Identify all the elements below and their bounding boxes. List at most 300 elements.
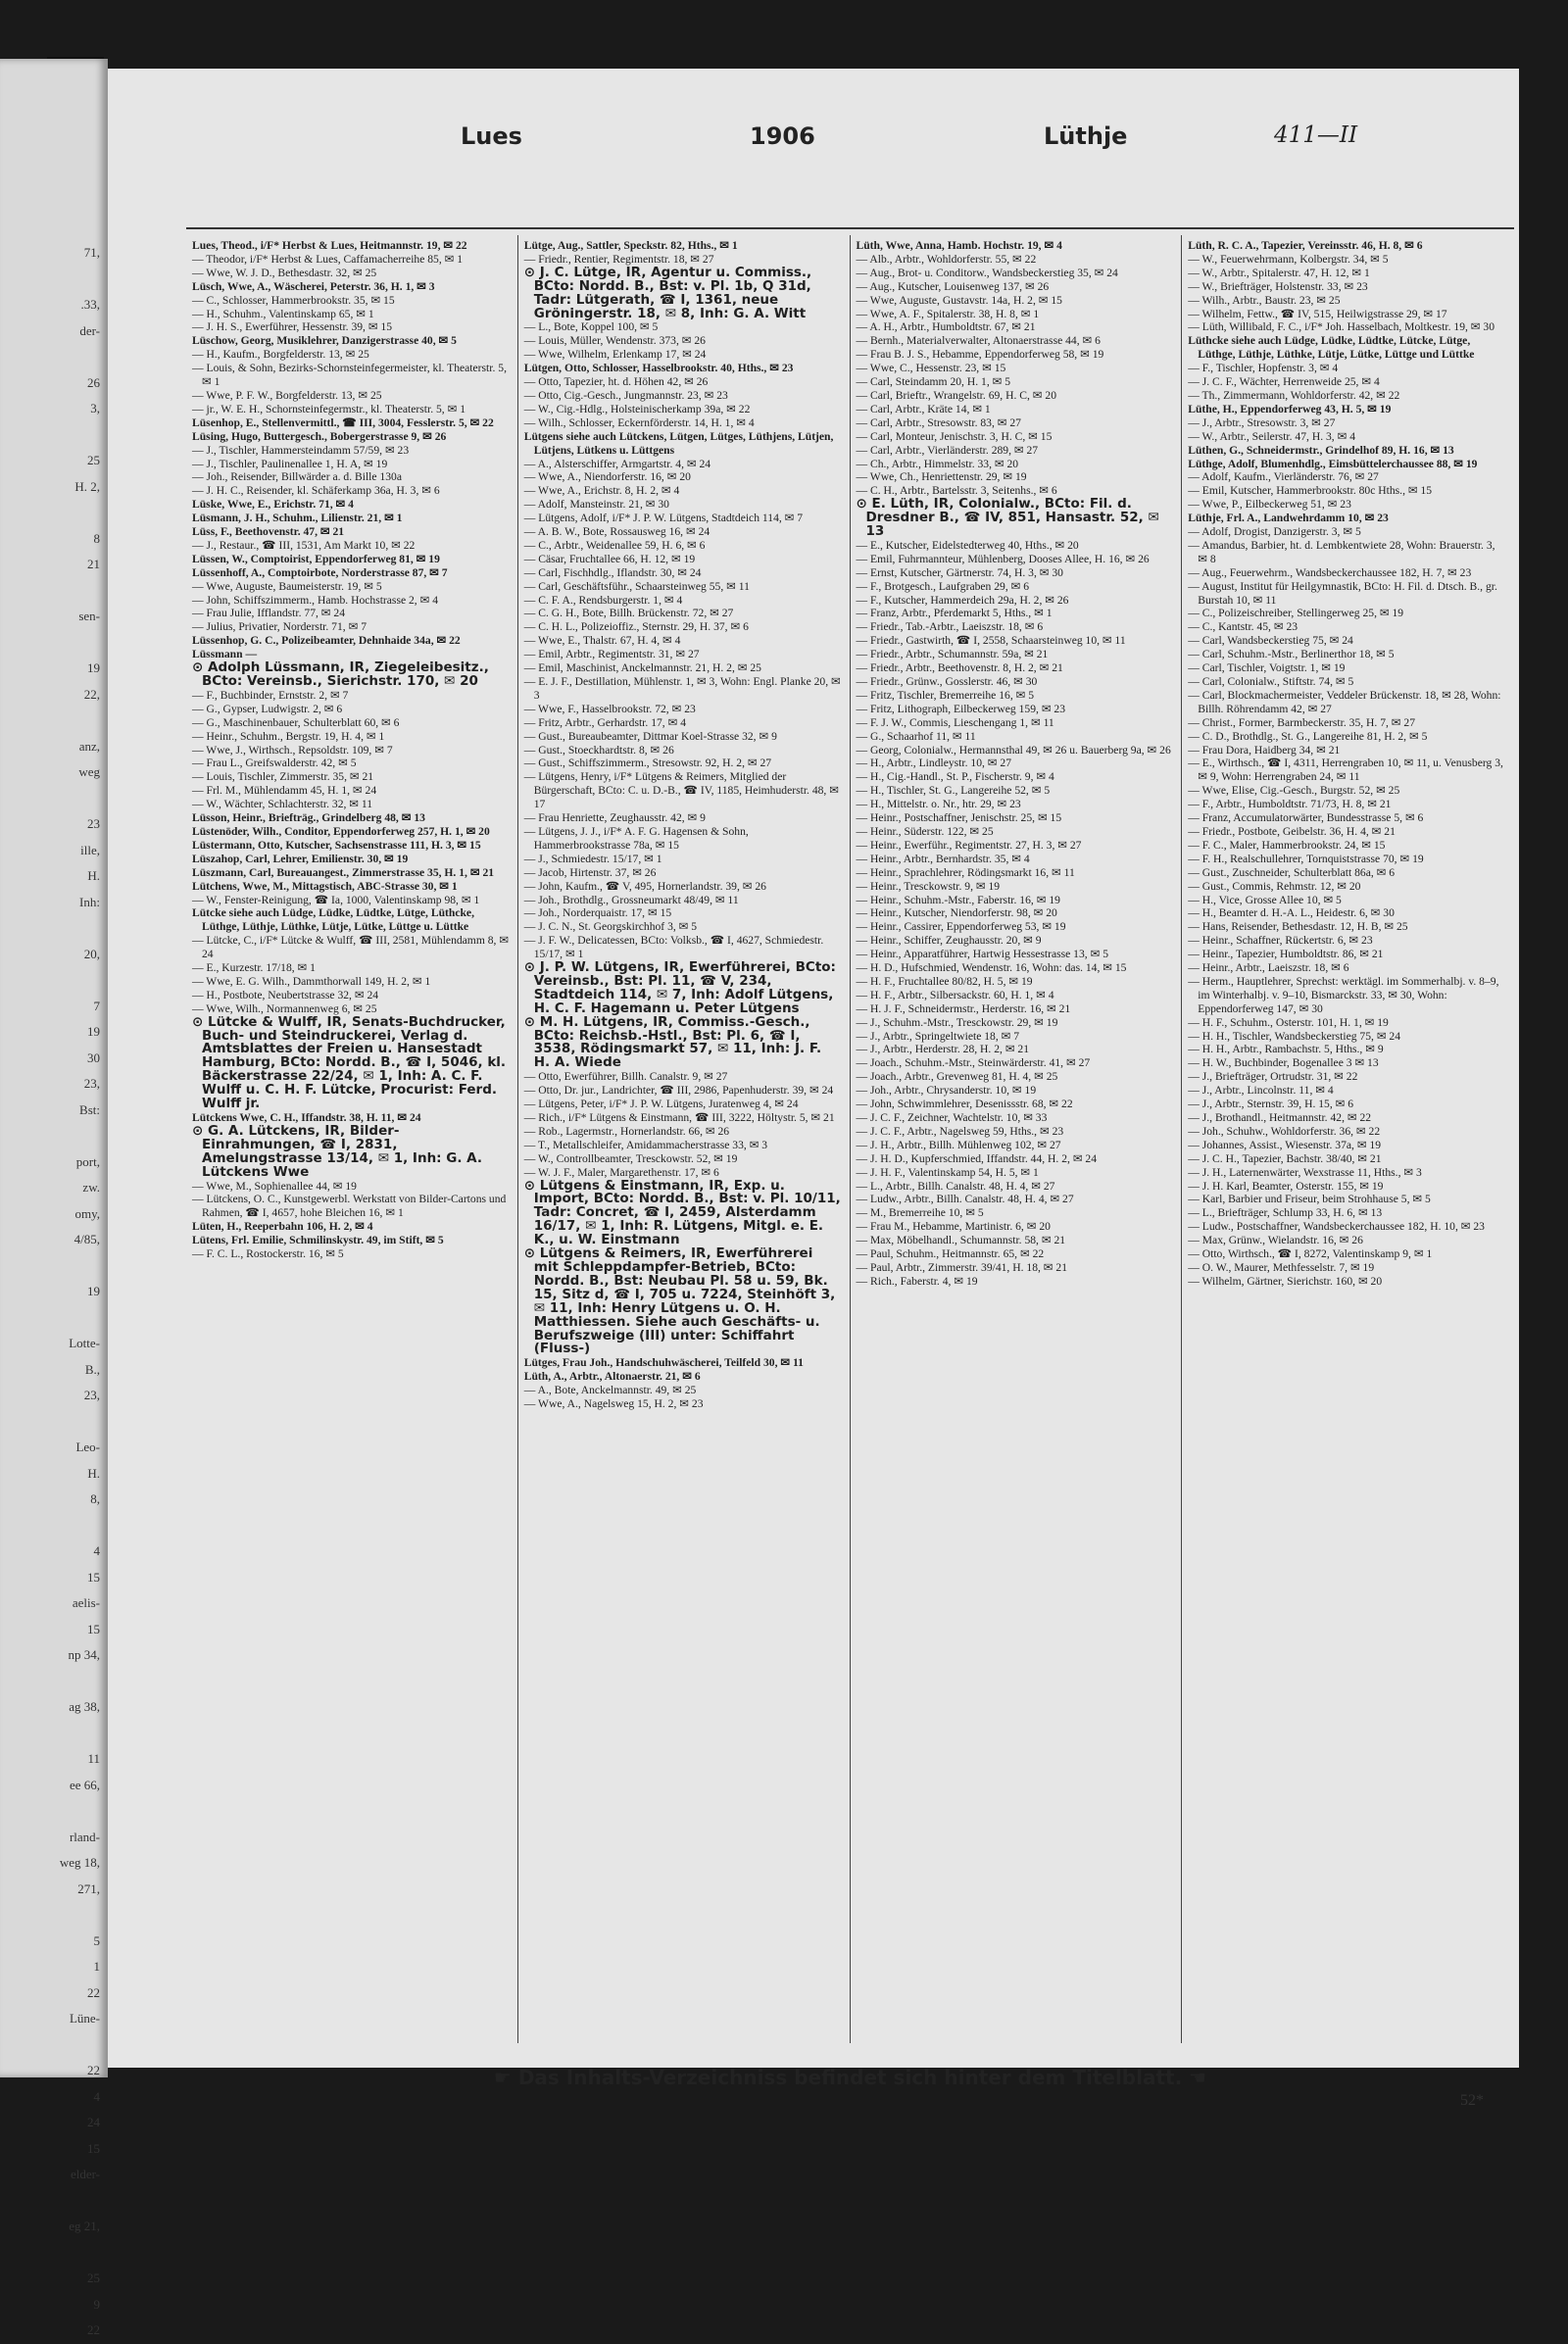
fragment-line: [0, 1409, 100, 1436]
fragment-line: omy,: [74, 1205, 100, 1221]
directory-entry: Lüske, Wwe, E., Erichstr. 71, ✉ 4: [192, 498, 354, 512]
fragment-line: ag 38,: [69, 1699, 100, 1714]
directory-entry: Lütens, Frl. Emilie, Schmilinskystr. 49, im Stift, ✉ 5: [192, 1234, 444, 1247]
directory-entry: — Wwe, E., Thalstr. 67, H. 4, ✉ 4: [523, 634, 681, 648]
directory-entry: — J., Schuhm.-Mstr., Tresckowstr. 29, ✉ 19: [856, 1015, 1058, 1029]
header-rule: [186, 227, 1514, 229]
fragment-line: 4: [93, 1543, 100, 1558]
directory-entry: — Heinr., Ewerführ., Regimentstr. 27, H. 3, ✉ 27: [856, 838, 1082, 852]
fragment-line: [0, 500, 100, 526]
directory-entry: — Friedr., Tab.-Arbtr., Laeiszstr. 18, ✉ 6: [856, 620, 1044, 634]
directory-entry: — Otto, Cig.-Gesch., Jungmannstr. 23, ✉ 23: [523, 388, 728, 402]
directory-entry: — E., Kutscher, Eidelstedterweg 40, Hths., ✉ 20: [856, 538, 1079, 552]
fragment-line: [0, 1123, 100, 1149]
directory-entry: — H., Mittelstr. o. Nr., htr. 29, ✉ 23: [856, 798, 1021, 811]
directory-entry: — H. F., Arbtr., Silbersackstr. 60, H. 1, ✉ 4: [856, 988, 1054, 1001]
directory-entry: — Friedr., Arbtr., Schumannstr. 59a, ✉ 21: [856, 648, 1049, 661]
directory-entry: — Frau B. J. S., Hebamme, Eppendorferweg 58, ✉ 19: [856, 348, 1104, 362]
directory-entry: — J., Tischler, Paulinenallee 1, H. A, ✉ 19: [192, 457, 388, 470]
page-header: [83, 122, 1406, 162]
directory-entry: — A. H., Arbtr., Humboldtstr. 67, ✉ 21: [856, 320, 1036, 334]
fragment-line: [0, 344, 100, 370]
directory-entry: — G., Schaarhof 11, ✉ 11: [856, 729, 976, 743]
fragment-line: [0, 1253, 100, 1280]
directory-entry: — Louis, Müller, Wendenstr. 373, ✉ 26: [523, 334, 706, 348]
directory-entry: — Carl, Arbtr., Vierländerstr. 289, ✉ 27: [856, 443, 1039, 457]
fragment-line: rland-: [69, 1829, 100, 1844]
directory-entry: — Ernst, Kutscher, Gärtnerstr. 74, H. 3, ✉ 30: [856, 565, 1063, 579]
directory-entry: Lütchens, Wwe, M., Mittagstisch, ABC-Strasse 30, ✉ 1: [192, 879, 458, 893]
directory-entry: — John, Kaufm., ☎ V, 495, Hornerlandstr. 39, ✉ 26: [523, 879, 766, 893]
directory-entry: — Lütgens, Henry, i/F* Lütgens & Reimers, Mitglied der Bürgerschaft, BCto: C. u. D.-B., ☎ IV, 1185, Heimhuderstr. 48, ✉ 17: [523, 770, 839, 811]
directory-entry: Lütckens Wwe, C. H., Iffandstr. 38, H. 11, ✉ 24: [192, 1111, 421, 1124]
directory-entry: — Wilhelm, Fettw., ☎ IV, 515, Heilwigstrasse 29, ✉ 17: [1188, 307, 1447, 320]
directory-entry: — Gust., Schiffszimmerm., Stresowstr. 92, H. 2, ✉ 27: [523, 757, 772, 770]
directory-entry: Lüsenhop, E., Stellenvermittl., ☎ III, 3004, Fesslerstr. 5, ✉ 22: [192, 415, 494, 429]
directory-entry: — W., Arbtr., Seilerstr. 47, H. 3, ✉ 4: [1188, 429, 1355, 443]
directory-entry: — H., Beamter d. H.-A. L., Heidestr. 6, ✉ 30: [1188, 906, 1395, 920]
directory-entry: — A. B. W., Bote, Rossausweg 16, ✉ 24: [523, 525, 710, 539]
directory-entry: — Wwe, Wilhelm, Erlenkamp 17, ✉ 24: [523, 348, 707, 362]
directory-entry: — Heinr., Schuhm.-Mstr., Faberstr. 16, ✉ 19: [856, 893, 1060, 906]
directory-entry: — Paul, Schuhm., Heitmannstr. 65, ✉ 22: [856, 1247, 1045, 1261]
directory-entry: Lüschow, Georg, Musiklehrer, Danzigerstrasse 40, ✉ 5: [192, 334, 457, 348]
directory-entry: Lüthje, Frl. A., Landwehrdamm 10, ✉ 23: [1188, 512, 1389, 525]
directory-entry: — Lütcke, C., i/F* Lütcke & Wulff, ☎ III, 2581, Mühlendamm 8, ✉ 24: [192, 934, 510, 961]
directory-entry: — J. H. S., Ewerführer, Hessenstr. 39, ✉ 15: [192, 320, 393, 334]
fragment-line: [0, 2032, 100, 2059]
fragment-line: ille,: [80, 842, 100, 857]
directory-entry: — J. H., Laternenwärter, Wexstrasse 11, Hths., ✉ 3: [1188, 1165, 1422, 1179]
directory-entry: — Adolf, Kaufm., Vierländerstr. 76, ✉ 27: [1188, 470, 1379, 484]
fragment-line: 3,: [90, 401, 100, 415]
fragment-line: aelis-: [72, 1595, 100, 1610]
fragment-line: np 34,: [68, 1647, 100, 1662]
fragment-line: 23: [87, 816, 100, 831]
fragment-line: Inh:: [79, 894, 100, 909]
directory-entry: — H. W., Buchbinder, Bogenallee 3 ✉ 13: [1188, 1056, 1379, 1070]
directory-entry: — C. G. H., Bote, Billh. Brückenstr. 72, ✉ 27: [523, 607, 734, 620]
directory-entry: — F. C., Maler, Hammerbrookstr. 24, ✉ 15: [1188, 838, 1386, 852]
fragment-line: 26: [87, 374, 100, 390]
directory-entry: — Lüth, Willibald, F. C., i/F* Joh. Hasselbach, Moltkestr. 19, ✉ 30: [1188, 320, 1495, 334]
header-last-name: Lüthje: [1044, 122, 1128, 150]
directory-entry: — Lütckens, O. C., Kunstgewerbl. Werkstatt von Bilder-Cartons und Rahmen, ☎ I, 4657, hohe Bleichen 16, ✉ 1: [192, 1193, 507, 1220]
directory-entry: — Friedr., Arbtr., Beethovenstr. 8, H. 2, ✉ 21: [856, 661, 1063, 675]
directory-entry: Lütgens siehe auch Lütckens, Lütgen, Lütges, Lüthjens, Lütjen, Lütjens, Lütkens u. Lüttgens: [523, 429, 834, 457]
directory-entry: — L., Arbtr., Billh. Canalstr. 48, H. 4, ✉ 27: [856, 1179, 1055, 1193]
directory-entry: ⊙ Adolph Lüssmann, IR, Ziegeleibesitz., BCto: Vereinsb., Sierichstr. 170, ✉ 20: [192, 659, 489, 689]
fragment-line: 15: [87, 1621, 100, 1636]
header-year: 1906: [750, 122, 815, 150]
directory-entry: — Gust., Zuschneider, Schulterblatt 86a, ✉ 6: [1188, 865, 1396, 879]
fragment-line: 15: [87, 1569, 100, 1585]
fragment-line: sen-: [78, 609, 100, 623]
fragment-line: 71,: [83, 245, 100, 260]
column-3: [851, 235, 1183, 2043]
fragment-line: [0, 1305, 100, 1332]
column-1: [186, 235, 518, 2043]
directory-entry: — W., Feuerwehrmann, Kolbergstr. 34, ✉ 5: [1188, 252, 1389, 266]
directory-entry: — Joach., Arbtr., Grevenweg 81, H. 4, ✉ 25: [856, 1070, 1058, 1084]
directory-entry: — August, Institut für Heilgymnastik, BCto: H. Fil. d. Dtsch. B., gr. Burstah 10, ✉ 11: [1188, 579, 1497, 607]
directory-entry: — Frau Henriette, Zeughausstr. 42, ✉ 9: [523, 811, 706, 825]
fragment-line: B.,: [84, 1361, 100, 1377]
directory-entry: — H., Arbtr., Lindleystr. 10, ✉ 27: [856, 757, 1011, 770]
signature-number: 52*: [1460, 2092, 1484, 2109]
directory-entry: — Hans, Reisender, Bethesdastr. 12, H. B, ✉ 25: [1188, 920, 1408, 934]
fragment-line: 7: [93, 998, 100, 1013]
fragment-line: Bst:: [79, 1101, 100, 1117]
fragment-line: 1: [93, 1959, 100, 1974]
directory-entry: — Wwe, Ch., Henriettenstr. 29, ✉ 19: [856, 470, 1027, 484]
directory-entry: — J., Restaur., ☎ III, 1531, Am Markt 10, ✉ 22: [192, 538, 416, 552]
directory-entry: — Wilh., Arbtr., Baustr. 23, ✉ 25: [1188, 293, 1341, 307]
directory-entry: — O. W., Maurer, Methfesselstr. 7, ✉ 19: [1188, 1260, 1375, 1274]
fragment-line: 23,: [83, 1388, 100, 1402]
directory-entry: — H. H., Tischler, Wandsbeckerstieg 75, ✉ 24: [1188, 1029, 1401, 1043]
directory-entry: — F., Tischler, Hopfenstr. 3, ✉ 4: [1188, 362, 1339, 375]
directory-entry: — Frl. M., Mühlendamm 45, H. 1, ✉ 24: [192, 784, 377, 798]
previous-page-fragment: [0, 59, 108, 2337]
directory-entry: — W., Fenster-Reinigung, ☎ Ia, 1000, Valentinskamp 98, ✉ 1: [192, 893, 480, 906]
directory-entry: — jr., W. E. H., Schornsteinfegermstr., kl. Theaterstr. 5, ✉ 1: [192, 402, 466, 415]
directory-entry: — Gust., Bureaubeamter, Dittmar Koel-Strasse 32, ✉ 9: [523, 729, 777, 743]
directory-entry: — Carl, Arbtr., Stresowstr. 83, ✉ 27: [856, 415, 1021, 429]
directory-entry: — Heinr., Schaffner, Rückertstr. 6, ✉ 23: [1188, 934, 1373, 948]
fragment-line: Lüne-: [69, 2011, 100, 2026]
fragment-line: 25: [87, 2271, 100, 2285]
fragment-line: weg: [78, 764, 100, 779]
directory-entry: Lüssmann —: [192, 648, 258, 661]
fragment-line: [0, 630, 100, 657]
directory-entry: — Ch., Arbtr., Himmelstr. 33, ✉ 20: [856, 457, 1019, 470]
directory-entry: — Wwe, C., Hessenstr. 23, ✉ 15: [856, 362, 1006, 375]
directory-entry: — H. D., Hufschmied, Wendenstr. 16, Wohn: das. 14, ✉ 15: [856, 961, 1127, 975]
directory-entry: — W. J. F., Maler, Margarethenstr. 17, ✉ 6: [523, 1165, 719, 1179]
fragment-line: 19: [87, 1024, 100, 1039]
directory-entry: — E., Kurzestr. 17/18, ✉ 1: [192, 961, 316, 975]
previous-page-text: [0, 240, 108, 2344]
directory-entry: — Max, Möbelhandl., Schumannstr. 58, ✉ 21: [856, 1234, 1066, 1247]
directory-entry: — Ludw., Postschaffner, Wandsbeckerchaussee 182, H. 10, ✉ 23: [1188, 1220, 1485, 1234]
directory-entry: — Emil, Kutscher, Hammerbrookstr. 80c Hths., ✉ 15: [1188, 484, 1433, 498]
directory-entry: — Wwe, Auguste, Gustavstr. 14a, H. 2, ✉ 15: [856, 293, 1062, 307]
directory-entry: — Wilhelm, Gärtner, Sierichstr. 160, ✉ 20: [1188, 1274, 1383, 1288]
fragment-line: 5: [93, 1932, 100, 1948]
fragment-line: 30: [87, 1050, 100, 1065]
directory-entry: — Heinr., Arbtr., Bernhardstr. 35, ✉ 4: [856, 852, 1030, 865]
directory-entry: — F., Arbtr., Humboldtstr. 71/73, H. 8, ✉ 21: [1188, 798, 1392, 811]
directory-entry: — Heinr., Cassirer, Eppendorferweg 53, ✉ 19: [856, 920, 1066, 934]
directory-entry: — Wwe, M., Sophienallee 44, ✉ 19: [192, 1179, 357, 1193]
directory-columns: [186, 235, 1514, 2043]
directory-entry: — J. F. W., Delicatessen, BCto: Volksb., ☎ I, 4627, Schmiedestr. 15/17, ✉ 1: [523, 934, 824, 961]
fragment-line: [0, 1902, 100, 1929]
fragment-line: elder-: [70, 2167, 100, 2181]
directory-entry: ⊙ J. P. W. Lütgens, IR, Ewerführerei, BCto: Vereinsb., Bst: Pl. 11, ☎ V, 234, Stadtdeich 114, ✉ 7, Inh: Adolf Lütgens, H. C. F. Hagemann u. Peter Lütgens: [523, 959, 836, 1016]
directory-entry: — A., Alsterschiffer, Armgartstr. 4, ✉ 24: [523, 457, 711, 470]
directory-entry: — Carl, Brieftr., Wrangelstr. 69, H. C, ✉ 20: [856, 388, 1056, 402]
directory-entry: Lues, Theod., i/F* Herbst & Lues, Heitmannstr. 19, ✉ 22: [192, 239, 467, 252]
header-first-name: Lues: [461, 122, 522, 150]
directory-entry: — Jacob, Hirtenstr. 37, ✉ 26: [523, 865, 657, 879]
directory-entry: — H., Cig.-Handl., St. P., Fischerstr. 9, ✉ 4: [856, 770, 1054, 784]
directory-entry: — J., Schmiedestr. 15/17, ✉ 1: [523, 852, 662, 865]
directory-entry: — J. H. C., Reisender, kl. Schäferkamp 36a, H. 3, ✉ 6: [192, 484, 440, 498]
directory-entry: Lüsson, Heinr., Briefträg., Grindelberg 48, ✉ 13: [192, 811, 425, 825]
fragment-line: 15: [87, 2140, 100, 2156]
directory-entry: — J. C. N., St. Georgskirchhof 3, ✉ 5: [523, 920, 698, 934]
directory-entry: ⊙ Lütgens & Reimers, IR, Ewerführerei mit Schleppdampfer-Betrieb, BCto: Nordd. B., Bst: Neubau Pl. 58 u. 59, Bk. 15, Sitz d, ☎ I, 705 u. 7224, Steinhöft 3, ✉ 11, Inh: Henry Lütgens u. O. H. Matthiessen. Siehe auch Geschäfts- u. Berufszweige (III) unter: Schiffahrt (Fluss-): [523, 1245, 836, 1357]
directory-entry: — Max, Grünw., Wielandstr. 16, ✉ 26: [1188, 1234, 1363, 1247]
directory-entry: — H. F., Fruchtallee 80/82, H. 5, ✉ 19: [856, 974, 1033, 988]
directory-entry: — C. H. L., Polizeioffiz., Sternstr. 29, H. 37, ✉ 6: [523, 620, 749, 634]
directory-entry: — Rich., Faberstr. 4, ✉ 19: [856, 1274, 978, 1288]
directory-entry: — C., Arbtr., Weidenallee 59, H. 6, ✉ 6: [523, 538, 706, 552]
directory-entry: — Carl, Colonialw., Stiftstr. 74, ✉ 5: [1188, 675, 1354, 688]
directory-entry: Lütge, Aug., Sattler, Speckstr. 82, Hths., ✉ 1: [523, 239, 738, 252]
directory-entry: — Heinr., Sprachlehrer, Rödingsmarkt 16, ✉ 11: [856, 865, 1075, 879]
directory-entry: — Julius, Privatier, Norderstr. 71, ✉ 7: [192, 620, 367, 634]
directory-entry: Lüsmann, J. H., Schuhm., Lilienstr. 21, ✉ 1: [192, 512, 403, 525]
fragment-line: Leo-: [75, 1440, 100, 1454]
fragment-line: 22: [87, 2063, 100, 2077]
directory-entry: — Louis, & Sohn, Bezirks-Schornsteinfegermeister, kl. Theaterstr. 5, ✉ 1: [192, 362, 507, 389]
fragment-line: 271,: [77, 1880, 100, 1896]
directory-entry: — H. J. F., Schneidermstr., Herderstr. 16, ✉ 21: [856, 1001, 1071, 1015]
directory-entry: — Cäsar, Fruchtallee 66, H. 12, ✉ 19: [523, 552, 696, 565]
directory-entry: — Franz, Arbtr., Pferdemarkt 5, Hths., ✉ 1: [856, 607, 1053, 620]
directory-entry: — Friedr., Postbote, Geibelstr. 36, H. 4, ✉ 21: [1188, 824, 1396, 838]
directory-entry: — L., Bote, Koppel 100, ✉ 5: [523, 320, 659, 334]
directory-entry: — E., Wirthsch., ☎ I, 4311, Herrengraben 10, ✉ 11, u. Venusberg 3, ✉ 9, Wohn: Herrengraben 24, ✉ 11: [1188, 757, 1503, 784]
directory-entry: — Frau L., Greifswalderstr. 42, ✉ 5: [192, 757, 357, 770]
directory-entry: — Fritz, Lithograph, Eilbeckerweg 159, ✉ 23: [856, 702, 1066, 715]
directory-entry: — C. D., Brothdlg., St. G., Langereihe 81, H. 2, ✉ 5: [1188, 729, 1428, 743]
directory-entry: — Wwe, J., Wirthsch., Repsoldstr. 109, ✉ 7: [192, 743, 393, 757]
fragment-line: [0, 2240, 100, 2267]
fragment-line: weg 18,: [59, 1855, 100, 1870]
fragment-line: 9: [93, 2296, 100, 2312]
directory-entry: — Lütgens, Peter, i/F* J. P. W. Lütgens, Juratenweg 4, ✉ 24: [523, 1098, 799, 1111]
directory-entry: — Georg, Colonialw., Hermannsthal 49, ✉ 26 u. Bauerberg 9a, ✉ 26: [856, 743, 1171, 757]
directory-entry: — Otto, Ewerführer, Billh. Canalstr. 9, ✉ 27: [523, 1070, 728, 1084]
directory-entry: — J., Briefträger, Ortrudstr. 31, ✉ 22: [1188, 1070, 1358, 1084]
directory-entry: — G., Gypser, Ludwigstr. 2, ✉ 6: [192, 702, 343, 715]
directory-entry: Lüsing, Hugo, Buttergesch., Bobergerstrasse 9, ✉ 26: [192, 429, 447, 443]
directory-entry: — Heinr., Postschaffner, Jenischstr. 25, ✉ 15: [856, 811, 1062, 825]
pointing-hand-icon: ☛: [493, 2066, 512, 2089]
column-2: [518, 235, 851, 2043]
directory-entry: — Heinr., Süderstr. 122, ✉ 25: [856, 824, 994, 838]
directory-entry: — Carl, Schuhm.-Mstr., Berlinerthor 18, ✉ 5: [1188, 648, 1395, 661]
directory-entry: — Paul, Arbtr., Zimmerstr. 39/41, H. 18, ✉ 21: [856, 1260, 1067, 1274]
directory-entry: — J., Arbtr., Lincolnstr. 11, ✉ 4: [1188, 1084, 1334, 1098]
directory-entry: — Theodor, i/F* Herbst & Lues, Caffamacherreihe 85, ✉ 1: [192, 252, 464, 266]
directory-entry: — W., Arbtr., Spitalerstr. 47, H. 12, ✉ 1: [1188, 266, 1370, 279]
directory-entry: — Joach., Schuhm.-Mstr., Steinwärderstr. 41, ✉ 27: [856, 1056, 1091, 1070]
directory-entry: — J. H. F., Valentinskamp 54, H. 5, ✉ 1: [856, 1165, 1039, 1179]
directory-entry: — Fritz, Tischler, Bremerreihe 16, ✉ 5: [856, 688, 1035, 702]
directory-entry: Lüth, R. C. A., Tapezier, Vereinsstr. 46, H. 8, ✉ 6: [1188, 239, 1423, 252]
directory-entry: — Wwe, E. G. Wilh., Dammthorwall 149, H. 2, ✉ 1: [192, 974, 431, 988]
directory-entry: — Carl, Tischler, Voigtstr. 1, ✉ 19: [1188, 661, 1346, 675]
directory-entry: — Th., Zimmermann, Wohldorferstr. 42, ✉ 22: [1188, 388, 1400, 402]
directory-entry: — Rich., i/F* Lütgens & Einstmann, ☎ III, 3222, Höltystr. 5, ✉ 21: [523, 1111, 835, 1124]
directory-entry: — Wwe, A., Niendorferstr. 16, ✉ 20: [523, 470, 691, 484]
directory-entry: ⊙ J. C. Lütge, IR, Agentur u. Commiss., BCto: Nordd. B., Bst: v. Pl. 1b, Q 31d, Tadr: Lütgerath, ☎ I, 1361, neue Gröningerstr. 18, ✉ 8, Inh: G. A. Witt: [523, 264, 812, 321]
directory-entry: — Rob., Lagermstr., Hornerlandstr. 66, ✉ 26: [523, 1124, 730, 1138]
directory-entry: — Wwe, Auguste, Baumeisterstr. 19, ✉ 5: [192, 579, 382, 593]
directory-entry: — Herm., Hauptlehrer, Sprechst: werktägl. im Sommerhalbj. v. 8–9, im Winterhalbj. v. 9–10, Bismarckstr. 33, ✉ 30, Wohn: Eppendorferweg 147, ✉ 30: [1188, 974, 1499, 1015]
directory-entry: — L., Briefträger, Schlump 33, H. 6, ✉ 13: [1188, 1206, 1383, 1220]
fragment-line: [0, 708, 100, 734]
directory-entry: — H., Kaufm., Borgfelderstr. 13, ✉ 25: [192, 348, 369, 362]
directory-entry: Lüthcke siehe auch Lüdge, Lüdke, Lüdtke, Lütcke, Lütge, Lüthge, Lüthje, Lüthke, Lütje, Lütke, Lüttge und Lüttke: [1188, 334, 1475, 362]
directory-entry: — Carl, Monteur, Jenischstr. 3, H. C, ✉ 15: [856, 429, 1053, 443]
fragment-line: 19: [87, 660, 100, 675]
directory-entry: — Louis, Tischler, Zimmerstr. 35, ✉ 21: [192, 770, 374, 784]
fragment-line: 8,: [90, 1491, 100, 1506]
directory-entry: Lüszahop, Carl, Lehrer, Emilienstr. 30, ✉ 19: [192, 852, 409, 865]
directory-entry: — Otto, Wirthsch., ☎ I, 8272, Valentinskamp 9, ✉ 1: [1188, 1247, 1433, 1261]
column-4: [1182, 235, 1514, 2043]
directory-entry: — Emil, Maschinist, Anckelmannstr. 21, H. 2, ✉ 25: [523, 661, 761, 675]
directory-entry: — E. J. F., Destillation, Mühlenstr. 1, ✉ 3, Wohn: Engl. Planke 20, ✉ 3: [523, 675, 841, 702]
directory-entry: — Otto, Dr. jur., Landrichter, ☎ III, 2986, Papenhuderstr. 39, ✉ 24: [523, 1084, 834, 1098]
directory-entry: — F., Buchbinder, Ernststr. 2, ✉ 7: [192, 688, 349, 702]
fragment-line: zw.: [82, 1180, 100, 1195]
directory-entry: — J. H. Karl, Beamter, Osterstr. 155, ✉ 19: [1188, 1179, 1384, 1193]
directory-entry: — W., Controllbeamter, Tresckowstr. 52, ✉ 19: [523, 1151, 738, 1165]
fragment-line: 24: [87, 2115, 100, 2129]
directory-entry: — John, Schwimmlehrer, Desenissstr. 68, ✉ 22: [856, 1098, 1073, 1111]
directory-entry: — Heinr., Schuhm., Bergstr. 19, H. 4, ✉ 1: [192, 729, 385, 743]
directory-entry: — Wwe, W. J. D., Bethesdastr. 32, ✉ 25: [192, 266, 377, 279]
directory-entry: — J. C. F., Zeichner, Wachtelstr. 10, ✉ 33: [856, 1111, 1048, 1124]
directory-entry: ⊙ G. A. Lütckens, IR, Bilder-Einrahmungen, ☎ I, 2831, Amelungstrasse 13/14, ✉ 1, Inh: G. A. Lütckens Wwe: [192, 1122, 483, 1180]
fragment-line: [0, 1798, 100, 1825]
fragment-line: 8: [93, 530, 100, 546]
header-page-number: 411—II: [1274, 122, 1358, 148]
fragment-line: 22: [87, 2322, 100, 2337]
directory-entry: — Fritz, Arbtr., Gerhardstr. 17, ✉ 4: [523, 715, 686, 729]
pointing-hand-icon: ☚: [1189, 2066, 1207, 2089]
directory-entry: — Heinr., Apparatführer, Hartwig Hessestrasse 13, ✉ 5: [856, 948, 1108, 961]
directory-entry: — J. C. F., Arbtr., Nagelsweg 59, Hths., ✉ 23: [856, 1124, 1064, 1138]
directory-entry: Lüthen, G., Schneidermstr., Grindelhof 89, H. 16, ✉ 13: [1188, 443, 1454, 457]
directory-entry: Lüstermann, Otto, Kutscher, Sachsenstrasse 111, H. 3, ✉ 15: [192, 838, 481, 852]
fragment-line: ee 66,: [69, 1777, 100, 1792]
directory-entry: Lüss, F., Beethovenstr. 47, ✉ 21: [192, 525, 345, 539]
directory-entry: — F. H., Realschullehrer, Tornquiststrasse 70, ✉ 19: [1188, 852, 1424, 865]
fragment-line: [0, 422, 100, 449]
fragment-line: [0, 786, 100, 812]
directory-entry: ⊙ E. Lüth, IR, Colonialw., BCto: Fil. d. Dresdner B., ☎ IV, 851, Hansastr. 52, ✉ 13: [856, 496, 1159, 540]
directory-entry: — J. C. H., Tapezier, Bachstr. 38/40, ✉ 21: [1188, 1151, 1382, 1165]
directory-entry: Lüszmann, Carl, Bureauangest., Zimmerstrasse 35, H. 1, ✉ 21: [192, 865, 495, 879]
directory-entry: — F. C. L., Rostockerstr. 16, ✉ 5: [192, 1247, 344, 1261]
fragment-line: der-: [79, 322, 100, 338]
directory-entry: — Adolf, Mansteinstr. 21, ✉ 30: [523, 498, 669, 512]
fragment-line: [0, 578, 100, 605]
directory-entry: Lüthe, H., Eppendorferweg 43, H. 5, ✉ 19: [1188, 402, 1392, 415]
footer-note: [186, 2066, 1514, 2089]
directory-entry: — Heinr., Schiffer, Zeughausstr. 20, ✉ 9: [856, 934, 1042, 948]
fragment-line: H.: [87, 1465, 100, 1481]
directory-entry: — Carl, Blockmachermeister, Veddeler Brückenstr. 18, ✉ 28, Wohn: Billh. Röhrendamm 42, ✉ 27: [1188, 688, 1501, 715]
fragment-line: [0, 267, 100, 293]
directory-entry: — J., Arbtr., Springeltwiete 18, ✉ 7: [856, 1029, 1020, 1043]
directory-entry: Lütgen, Otto, Schlosser, Hasselbrookstr. 40, Hths., ✉ 23: [523, 362, 794, 375]
directory-entry: — Alb., Arbtr., Wohldorferstr. 55, ✉ 22: [856, 252, 1037, 266]
fragment-line: Lotte-: [69, 1336, 100, 1350]
directory-entry: — Wwe, P. F. W., Borgfelderstr. 13, ✉ 25: [192, 388, 382, 402]
directory-entry: — T., Metallschleifer, Amidammacherstrasse 33, ✉ 3: [523, 1138, 768, 1151]
directory-entry: — Carl, Wandsbeckerstieg 75, ✉ 24: [1188, 634, 1353, 648]
directory-entry: — Wwe, A., Nagelsweg 15, H. 2, ✉ 23: [523, 1397, 704, 1411]
directory-entry: — Wilh., Schlosser, Eckernförderstr. 14, H. 1, ✉ 4: [523, 415, 755, 429]
directory-entry: — Otto, Tapezier, ht. d. Höhen 42, ✉ 26: [523, 375, 709, 389]
directory-entry: — H., Vice, Grosse Allee 10, ✉ 5: [1188, 893, 1342, 906]
directory-entry: Lüsch, Wwe, A., Wäscherei, Peterstr. 36, H. 1, ✉ 3: [192, 279, 435, 293]
fragment-line: 19: [87, 1284, 100, 1298]
directory-entry: — H., Postbote, Neubertstrasse 32, ✉ 24: [192, 988, 379, 1001]
directory-entry: — A., Bote, Anckelmannstr. 49, ✉ 25: [523, 1384, 697, 1397]
directory-entry: Lütges, Frau Joh., Handschuhwäscherei, Teilfeld 30, ✉ 11: [523, 1356, 804, 1370]
directory-entry: — Lütgens, Adolf, i/F* J. P. W. Lütgens, Stadtdeich 114, ✉ 7: [523, 512, 804, 525]
directory-entry: Lüstenöder, Wilh., Conditor, Eppendorferweg 257, H. 1, ✉ 20: [192, 824, 490, 838]
directory-entry: — H., Tischler, St. G., Langereihe 52, ✉ 5: [856, 784, 1051, 798]
fragment-line: 21: [87, 557, 100, 571]
directory-entry: — Friedr., Gastwirth, ☎ I, 2558, Schaarsteinweg 10, ✉ 11: [856, 634, 1126, 648]
directory-entry: Lüssen, W., Comptoirist, Eppendorferweg 81, ✉ 19: [192, 552, 440, 565]
directory-entry: — G., Maschinenbauer, Schulterblatt 60, ✉ 6: [192, 715, 400, 729]
directory-entry: Lüth, Wwe, Anna, Hamb. Hochstr. 19, ✉ 4: [856, 239, 1062, 252]
fragment-line: [0, 2188, 100, 2215]
directory-entry: Lüssenhop, G. C., Polizeibeamter, Dehnhaide 34a, ✉ 22: [192, 634, 461, 648]
directory-entry: — F. J. W., Commis, Lieschengang 1, ✉ 11: [856, 715, 1054, 729]
directory-entry: Lütcke siehe auch Lüdge, Lüdke, Lüdtke, Lütge, Lüthcke, Lüthge, Lüthje, Lüthke, Lütje, Lütke, Lüttge u. Lüttke: [192, 906, 474, 934]
directory-entry: — Friedr., Rentier, Regimentstr. 18, ✉ 27: [523, 252, 714, 266]
directory-entry: — Wwe, Wilh., Normannenweg 6, ✉ 25: [192, 1001, 377, 1015]
directory-entry: — Joh., Arbtr., Chrysanderstr. 10, ✉ 19: [856, 1084, 1037, 1098]
directory-entry: — W., Briefträger, Holstenstr. 33, ✉ 23: [1188, 279, 1368, 293]
directory-entry: — Amandus, Barbier, ht. d. Lembkentwiete 28, Wohn: Brauerstr. 3, ✉ 8: [1188, 538, 1495, 565]
directory-entry: — Aug., Feuerwehrm., Wandsbeckerchaussee 182, H. 7, ✉ 23: [1188, 565, 1472, 579]
fragment-line: [0, 1721, 100, 1747]
directory-entry: Lüthge, Adolf, Blumenhdlg., Eimsbüttelerchaussee 88, ✉ 19: [1188, 457, 1478, 470]
directory-entry: — H. H., Arbtr., Rambachstr. 5, Hths., ✉ 9: [1188, 1043, 1384, 1056]
directory-entry: — Joh., Reisender, Billwärder a. d. Bille 130a: [192, 470, 402, 484]
directory-entry: — H. F., Schuhm., Osterstr. 101, H. 1, ✉ 19: [1188, 1015, 1389, 1029]
directory-entry: — H., Schuhm., Valentinskamp 65, ✉ 1: [192, 307, 374, 320]
directory-entry: — Carl, Arbtr., Kräte 14, ✉ 1: [856, 402, 991, 415]
fragment-line: 23,: [83, 1076, 100, 1091]
directory-entry: — Heinr., Tapezier, Humboldtstr. 86, ✉ 21: [1188, 948, 1384, 961]
directory-entry: — J., Arbtr., Sternstr. 39, H. 15, ✉ 6: [1188, 1098, 1354, 1111]
fragment-line: port,: [75, 1153, 100, 1169]
fragment-line: 11: [87, 1751, 100, 1766]
directory-entry: — Carl, Steindamm 20, H. 1, ✉ 5: [856, 375, 1011, 389]
fragment-line: 22: [87, 1984, 100, 2000]
directory-entry: — Wwe, Elise, Cig.-Gesch., Burgstr. 52, ✉ 25: [1188, 784, 1400, 798]
fragment-line: H. 2,: [74, 478, 100, 494]
directory-entry: — Johannes, Assist., Wiesenstr. 37a, ✉ 19: [1188, 1138, 1382, 1151]
directory-entry: — C. H., Arbtr., Bartelsstr. 3, Seitenhs., ✉ 6: [856, 484, 1057, 498]
directory-entry: — Carl, Fischhdlg., Iflandstr. 30, ✉ 24: [523, 565, 702, 579]
